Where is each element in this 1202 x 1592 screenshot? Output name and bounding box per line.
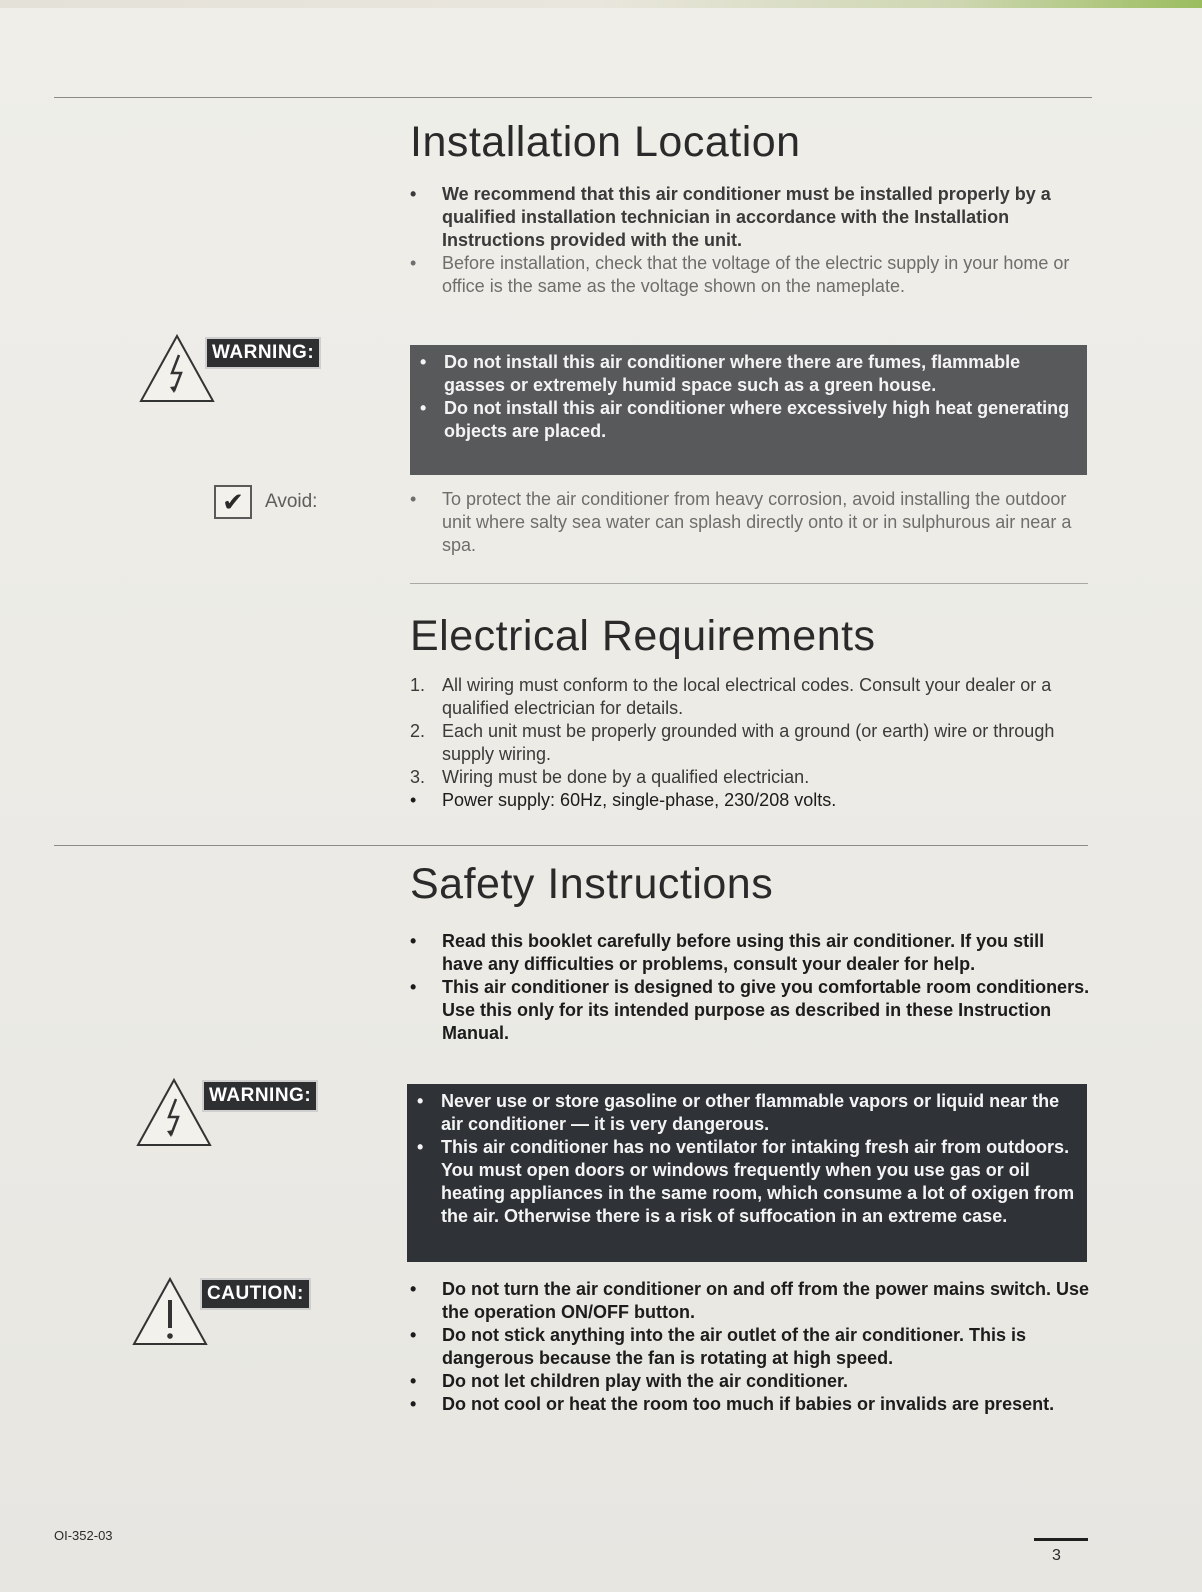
avoid-label: Avoid: bbox=[265, 491, 318, 512]
installation-list bbox=[410, 183, 1090, 298]
caution-exclamation-icon bbox=[130, 1276, 210, 1348]
item-text: Wiring must be done by a qualified electrician. bbox=[442, 767, 810, 787]
item-text: All wiring must conform to the local electrical codes. Consult your dealer or a qualified electrician for details. bbox=[442, 675, 1052, 718]
avoid-list bbox=[410, 488, 1090, 557]
safety-title: Safety Instructions bbox=[410, 860, 774, 908]
page-number-rule bbox=[1034, 1538, 1088, 1541]
safety-divider bbox=[54, 845, 1088, 846]
safety-bullet-1: • Read this booklet carefully before using this air conditioner. If you still have any difficulties or problems, consult your dealer for help. bbox=[410, 930, 1090, 976]
safety-bullet-2: • This air conditioner is designed to give you comfortable room conditioners. Use this only for its intended purpose as described in these Instruction Manual. bbox=[410, 976, 1090, 1045]
caution-bullet-4: • Do not cool or heat the room too much if babies or invalids are present. bbox=[410, 1393, 1090, 1416]
caution-bullet-2: • Do not stick anything into the air outlet of the air conditioner. This is dangerous because the fan is rotating at high speed. bbox=[410, 1324, 1090, 1370]
electrical-list bbox=[410, 674, 1090, 812]
item-text: Power supply: 60Hz, single-phase, 230/208 volts. bbox=[442, 790, 837, 810]
installation-title: Installation Location bbox=[410, 118, 801, 166]
installation-bullet-1: • We recommend that this air conditioner must be installed properly by a qualified installation technician in accordance with the Installation Instructions provided with the unit. bbox=[410, 183, 1090, 252]
safety-warning-2: • This air conditioner has no ventilator for intaking fresh air from outdoors. You must open doors or windows frequently when you use gas or oil heating appliances in the same room, which consume a lot of oxigen from the air. Otherwise there is a risk of suffocation in an extreme case. bbox=[407, 1136, 1077, 1228]
installation-warning-2: • Do not install this air conditioner where excessively high heat generating objects are placed. bbox=[410, 397, 1077, 443]
caution-bullet-1: • Do not turn the air conditioner on and off from the power mains switch. Use the operation ON/OFF button. bbox=[410, 1278, 1090, 1324]
electrical-item-1 bbox=[410, 674, 1090, 720]
item-number: 1. bbox=[410, 675, 426, 695]
safety-warning-box bbox=[407, 1084, 1087, 1262]
avoid-text: • To protect the air conditioner from heavy corrosion, avoid installing the outdoor unit where salty sea water can splash directly onto it or in sulphurous air near a spa. bbox=[410, 488, 1090, 557]
checkmark-icon: ✔ bbox=[214, 485, 252, 519]
safety-warning-1: • Never use or store gasoline or other flammable vapors or liquid near the air conditioner — it is very dangerous. bbox=[407, 1090, 1077, 1136]
installation-bullet-2: • Before installation, check that the voltage of the electric supply in your home or office is the same as the voltage shown on the nameplate. bbox=[410, 252, 1090, 298]
top-divider bbox=[54, 97, 1092, 98]
electrical-title: Electrical Requirements bbox=[410, 612, 876, 660]
item-text: Each unit must be properly grounded with a ground (or earth) wire or through supply wiring. bbox=[442, 721, 1055, 764]
electrical-item-power bbox=[410, 789, 1090, 812]
caution-label: CAUTION: bbox=[200, 1278, 311, 1310]
caution-list bbox=[410, 1278, 1090, 1416]
document-code: OI-352-03 bbox=[54, 1528, 113, 1543]
section-divider bbox=[410, 583, 1088, 584]
installation-warning-box bbox=[410, 345, 1087, 475]
safety-list bbox=[410, 930, 1090, 1045]
item-bullet: • bbox=[410, 790, 417, 810]
electrical-item-2 bbox=[410, 720, 1090, 766]
installation-warning-1: • Do not install this air conditioner where there are fumes, flammable gasses or extremely humid space such as a green house. bbox=[410, 351, 1077, 397]
warning-label-safety: WARNING: bbox=[202, 1080, 318, 1112]
page-number: 3 bbox=[1052, 1547, 1061, 1564]
caution-bullet-3: • Do not let children play with the air conditioner. bbox=[410, 1370, 1090, 1393]
item-number: 3. bbox=[410, 767, 426, 787]
item-number: 2. bbox=[410, 721, 426, 741]
warning-label-installation: WARNING: bbox=[205, 337, 321, 369]
top-edge-strip bbox=[0, 0, 1202, 8]
electrical-item-3 bbox=[410, 766, 1090, 789]
